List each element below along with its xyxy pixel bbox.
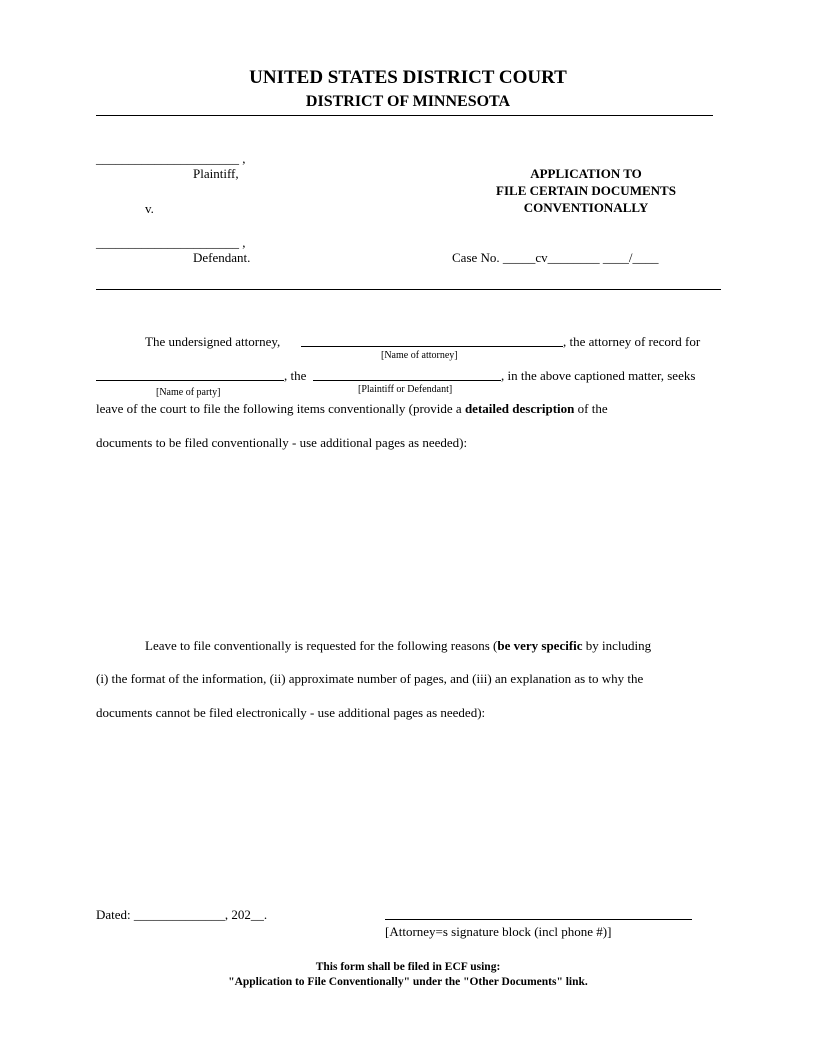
court-title: UNITED STATES DISTRICT COURT xyxy=(249,67,567,88)
p1-line3-b: of the xyxy=(577,401,608,416)
signature-block-label: [Attorney=s signature block (incl phone #)] xyxy=(385,924,612,939)
header-rule xyxy=(96,115,713,116)
p2-line1-bold: be very specific xyxy=(497,638,583,653)
hint-role: [Plaintiff or Defendant] xyxy=(358,384,453,395)
plaintiff-name-line: ______________________ , xyxy=(96,151,246,166)
dated-line: Dated: ______________, 202__. xyxy=(96,907,268,922)
p1-line1-end: , the attorney of record for xyxy=(563,334,701,349)
footer-line2: "Application to File Conventionally" under the "Other Documents" link. xyxy=(228,976,588,988)
p1-line3-a: leave of the court to file the following items conventionally (provide a xyxy=(96,401,462,416)
defendant-name-line: ______________________ , xyxy=(96,235,246,250)
p1-line2-end: , in the above captioned matter, seeks xyxy=(501,368,696,383)
p2-line2: (i) the format of the information, (ii) approximate number of pages, and (iii) an explanation as to why the xyxy=(96,671,644,686)
hint-party: [Name of party] xyxy=(156,387,221,398)
party-name-blank[interactable] xyxy=(96,370,284,381)
form-title-line3: CONVENTIONALLY xyxy=(523,200,649,215)
district-title: DISTRICT OF MINNESOTA xyxy=(305,93,511,110)
form-title-line1: APPLICATION TO xyxy=(530,166,642,181)
p1-line1-start: The undersigned attorney, xyxy=(145,334,281,349)
p1-line3-bold: detailed description xyxy=(464,401,575,416)
p2-line1-a: Leave to file conventionally is requested for the following reasons ( xyxy=(145,638,498,653)
case-number: Case No. _____cv________ ____/____ xyxy=(452,250,659,265)
versus-label: v. xyxy=(145,201,154,216)
p2-line1-b: by including xyxy=(585,638,652,653)
caption-rule xyxy=(96,289,721,290)
form-title-line2: FILE CERTAIN DOCUMENTS xyxy=(496,183,676,198)
attorney-name-blank[interactable] xyxy=(301,336,563,347)
party-role-blank[interactable] xyxy=(313,370,501,381)
plaintiff-label: Plaintiff, xyxy=(193,166,239,181)
p2-line1 xyxy=(145,638,651,654)
footer-line1: This form shall be filed in ECF using: xyxy=(315,961,501,973)
hint-attorney: [Name of attorney] xyxy=(381,350,458,361)
defendant-label: Defendant. xyxy=(193,250,251,265)
signature-line[interactable] xyxy=(385,919,692,920)
p1-line2-the: , the xyxy=(284,368,307,383)
p1-line4: documents to be filed conventionally - use additional pages as needed): xyxy=(96,435,468,450)
p2-line3: documents cannot be filed electronically - use additional pages as needed): xyxy=(96,705,486,720)
p1-line3 xyxy=(96,401,608,417)
